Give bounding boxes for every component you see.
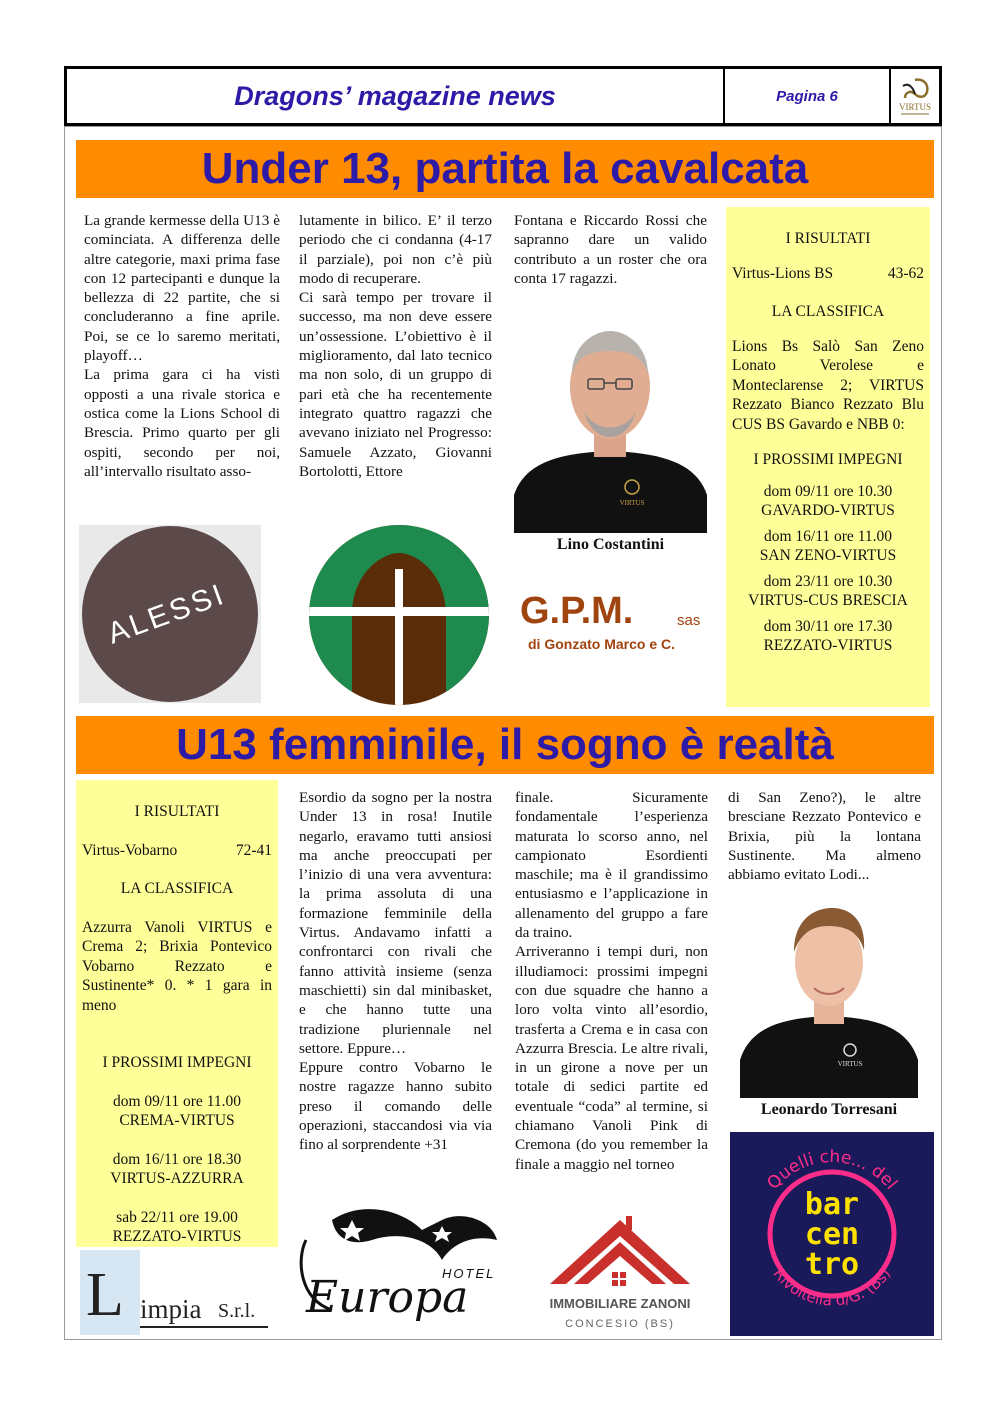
limpia-initial: L: [86, 1261, 124, 1329]
caption-leonardo: Leonardo Torresani: [760, 1101, 898, 1118]
fixture-date: dom 09/11 ore 10.30: [763, 482, 893, 500]
limpia-name: impia: [140, 1294, 202, 1324]
paragraph: finale. Sicuramente fondamentale l’esperienza maturata lo scorso anno, nel campionato Esordienti maschile; ma è il grandissimo entusiasmo e l’applicazione in allenamento del gruppo a fare da traino.: [515, 789, 708, 942]
article1-column-2: [299, 211, 492, 481]
bar-line-2: cen: [804, 1217, 860, 1252]
fixture-item: [732, 527, 924, 566]
paragraph: Arriveranno i tempi duri, non illudiamoci: prossimi impegni con due squadre che hanno a loro volta vinto all’esordio, trasferta a Crema e in casa con Azzurra Brescia. Le altre rivali, in un girone a nove per un totale di sedici partite ed eventuale “coda” al termine, si chiamano Vanoli Pink di Cremona (do you remember la finale a maggio nel torneo: [515, 943, 708, 1173]
fixture-item: [82, 1150, 272, 1189]
standings-text: Lions Bs Salò San Zeno Lonato Verolese e Monteclarense 2; VIRTUS Rezzato Bianco Rezzato Blu CUS BS Gavardo e NBB 0:: [732, 337, 924, 433]
limpia-underline: [140, 1326, 268, 1328]
shirt-logo-text: VIRTUS: [837, 1060, 863, 1068]
sponsor-bar-centro-logo: [730, 1132, 934, 1336]
fixture-item: [732, 572, 924, 611]
paragraph: lutamente in bilico. E’ il terzo periodo che ci condanna (4-17 il parziale), poi non c’è più modo di recuperare.: [299, 212, 492, 287]
headline-under13: Under 13, partita la cavalcata: [76, 140, 934, 198]
fixture-item: [82, 1208, 272, 1247]
bar-line-1: bar: [804, 1187, 860, 1222]
headline-u13-femminile: U13 femminile, il sogno è realtà: [76, 716, 934, 774]
fixture-match: VIRTUS-CUS BRESCIA: [748, 592, 908, 609]
next-games-heading: I PROSSIMI IMPEGNI: [102, 1054, 252, 1071]
europa-hotel-text: HOTEL: [442, 1266, 496, 1281]
fixture-date: dom 23/11 ore 10.30: [763, 572, 893, 590]
result-match: Virtus-Vobarno: [82, 841, 178, 859]
bar-top-text: Quelli che... del: [763, 1146, 902, 1194]
sidebar-u13-femminile: [76, 780, 278, 1247]
fixture-item: [82, 1092, 272, 1131]
article2-column-2: [299, 788, 492, 1155]
fixture-match: REZZATO-VIRTUS: [763, 637, 893, 654]
sponsor-circle-logo: [306, 523, 492, 707]
fixture-date: dom 30/11 ore 17.30: [763, 617, 893, 635]
gpm-main: G.P.M.: [520, 590, 634, 632]
gpm-sas: sas: [677, 612, 701, 629]
sponsor-hotel-europa-logo: [292, 1200, 512, 1330]
fixture-match: GAVARDO-VIRTUS: [761, 502, 895, 519]
fixture-list: [732, 482, 924, 656]
paragraph: Eppure contro Vobarno le nostre ragazze hanno subito preso il comando delle operazioni, staccandosi via via fino al sorprendente +31: [299, 1059, 492, 1154]
standings-text: Azzurra Vanoli VIRTUS e Crema 2; Brixia Pontevico Vobarno Rezzato e Sustinente* 0. * 1 gara in meno: [82, 918, 272, 1014]
article2-column-4: [728, 788, 921, 884]
result-match: Virtus-Lions BS: [732, 264, 834, 282]
fixture-item: [732, 482, 924, 521]
article2-column-3: [515, 788, 708, 1174]
europa-name-text: Europa: [306, 1272, 469, 1323]
next-games-heading: I PROSSIMI IMPEGNI: [753, 451, 903, 468]
sponsor-alessi-logo: [79, 525, 261, 703]
limpia-srl: S.r.l.: [218, 1300, 256, 1322]
sponsor-gpm-logo: [520, 590, 710, 660]
shirt-logo-text: VIRTUS: [619, 499, 645, 507]
article1-column-3: [514, 211, 707, 288]
fixture-list: [82, 1092, 272, 1247]
fixture-date: dom 09/11 ore 11.00: [112, 1092, 241, 1110]
fixture-date: dom 16/11 ore 18.30: [112, 1150, 242, 1168]
page-header: [64, 66, 942, 126]
standings-heading: LA CLASSIFICA: [120, 880, 234, 897]
fixture-item: [732, 617, 924, 656]
photo-lino-costantini: [514, 315, 707, 533]
sidebar-under13: [726, 207, 930, 707]
fixture-match: CREMA-VIRTUS: [119, 1112, 235, 1129]
virtus-logo: [891, 69, 939, 123]
sponsor-zanoni-logo: [540, 1212, 700, 1338]
results-heading: I RISULTATI: [134, 803, 220, 820]
results-heading: I RISULTATI: [785, 230, 871, 247]
article1-column-1: [84, 211, 280, 481]
bar-bottom-text: Rivoltella d/G. (Bs): [769, 1264, 895, 1310]
fixture-match: VIRTUS-AZZURRA: [110, 1170, 244, 1187]
fixture-match: REZZATO-VIRTUS: [112, 1228, 242, 1245]
zanoni-name: IMMOBILIARE ZANONI: [549, 1296, 691, 1311]
page-number: Pagina 6: [725, 69, 891, 123]
fixture-date: sab 22/11 ore 19.00: [116, 1208, 238, 1226]
fixture-match: SAN ZENO-VIRTUS: [759, 547, 897, 564]
paragraph: Fontana e Riccardo Rossi che sapranno dare un valido contributo a un roster che ora conta 17 ragazzi.: [514, 212, 707, 287]
bar-line-3: tro: [804, 1247, 860, 1282]
fixture-date: dom 16/11 ore 11.00: [763, 527, 892, 545]
result-score: 43-62: [887, 264, 924, 282]
paragraph: Esordio da sogno per la nostra Under 13 in rosa! Inutile negarlo, eravamo tutti ansiosi ma anche preoccupati per l’inizio di una vera avventura: la prima assoluta di una formazione femminile della Virtus. Andavamo infatti a confrontarci con rivali che fanno attività insieme (senza maschietti) sin dal minibasket, e che hanno tutte una tradizione pluriennale nel settore. Eppure…: [299, 789, 492, 1057]
result-score: 72-41: [235, 841, 272, 859]
zanoni-place: CONCESIO (BS): [565, 1318, 675, 1330]
standings-heading: LA CLASSIFICA: [771, 303, 885, 320]
paragraph: di San Zeno?), le altre bresciane Rezzato Pontevico e Brixia, più la lontana Sustinente. Ma almeno abbiamo evitato Lodi...: [728, 789, 921, 884]
photo-leonardo-torresani: [740, 900, 918, 1098]
paragraph: La prima gara ci ha visti opposti a una rivale storica e ostica come la Lions School di Brescia. Primo quarto per gli ospiti, secondo per noi, all’intervallo risultato asso-: [84, 366, 280, 480]
magazine-title: Dragons’ magazine news: [67, 69, 725, 123]
paragraph: La grande kermesse della U13 è cominciata. A differenza delle altre categorie, maxi prima fase con 12 partecipanti e dunque la bellezza di 22 partite, che si concluderanno a fine aprile. Poi, se ce lo saremo meritati, playoff…: [84, 212, 280, 365]
alessi-text: ALESSI: [103, 577, 231, 651]
sponsor-limpia-logo: [80, 1250, 280, 1335]
caption-lino: Lino Costantini: [556, 536, 665, 553]
gpm-sub: di Gonzato Marco e C.: [528, 636, 676, 652]
virtus-logo-text: VIRTUS: [899, 102, 931, 112]
paragraph: Ci sarà tempo per trovare il successo, ma non deve essere un’ossessione. L’obiettivo è il miglioramento, dal lato tecnico ma non solo, di un gruppo di pari età che ha recentemente integrato quattro ragazzi che avevano iniziato nel Progresso: Samuele Azzato, Giovanni Bortolotti, Ettore: [299, 289, 492, 480]
